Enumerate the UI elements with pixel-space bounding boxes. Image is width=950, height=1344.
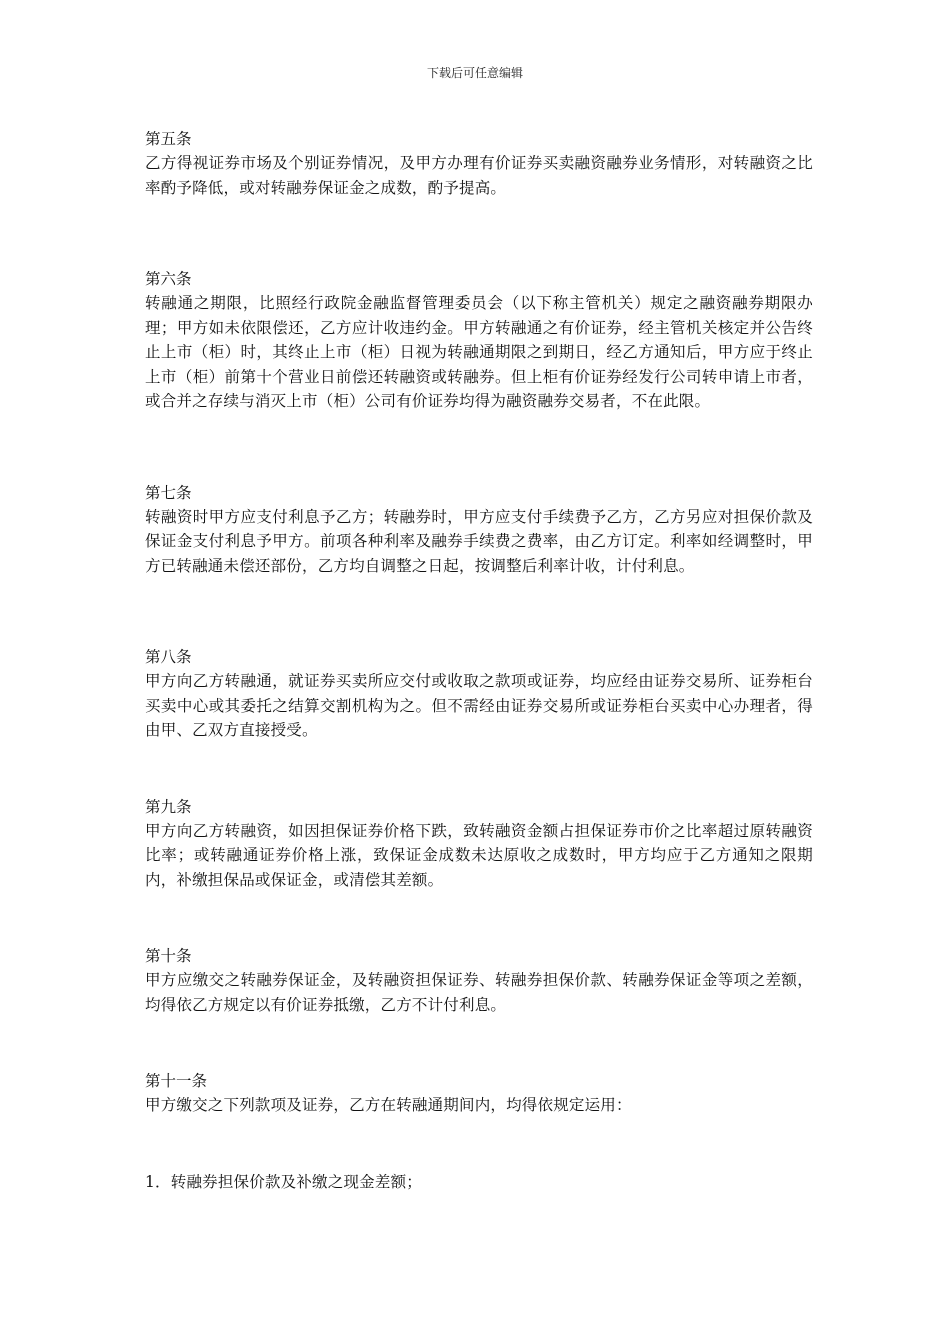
document-body [145,127,813,1194]
article-body: 甲方应缴交之转融券保证金，及转融资担保证券、转融券担保价款、转融券保证金等项之差额，均得依乙方规定以有价证券抵缴，乙方不计付利息。 [145,971,813,1014]
spacer [145,892,813,944]
article-title: 第五条 [145,130,192,148]
article-8 [145,645,813,743]
article-body: 甲方向乙方转融通，就证券买卖所应交付或收取之款项或证券，均应经由证券交易所、证券柜台买卖中心或其委托之结算交割机构为之。但不需经由证券交易所或证券柜台买卖中心办理者，得由甲、乙双方直接授受。 [145,672,813,739]
article-body: 甲方向乙方转融资，如因担保证券价格下跌，致转融资金额占担保证券市价之比率超过原转融资比率；或转融通证券价格上涨，致保证金成数未达原收之成数时，甲方均应于乙方通知之限期内，补缴担保品或保证金，或清偿其差额。 [145,821,813,889]
spacer [145,578,813,645]
article-7 [145,481,813,579]
article-11 [145,1069,813,1118]
article-title: 第八条 [145,648,192,666]
article-body: 转融资时甲方应支付利息予乙方；转融券时，甲方应支付手续费予乙方，乙方另应对担保价款及保证金支付利息予甲方。前项各种利率及融券手续费之费率，由乙方订定。利率如经调整时，甲方已转融通未偿还部份，乙方均自调整之日起，按调整后利率计收，计付利息。 [145,507,813,575]
spacer [145,743,813,795]
article-10 [145,944,813,1017]
spacer [145,414,813,481]
article-title: 第十一条 [145,1072,208,1090]
article-title: 第七条 [145,483,192,502]
spacer [145,1017,813,1069]
article-body: 甲方缴交之下列款项及证券，乙方在转融通期间内，均得依规定运用： [145,1096,632,1114]
article-5 [145,127,813,200]
article-6 [145,267,813,414]
article-body: 乙方得视证券市场及个别证券情况，及甲方办理有价证券买卖融资融券业务情形，对转融资之比率酌予降低，或对转融券保证金之成数，酌予提高。 [145,154,813,197]
article-title: 第十条 [145,947,192,965]
article-9 [145,795,813,893]
article-body: 转融通之期限，比照经行政院金融监督管理委员会（以下称主管机关）规定之融资融券期限办理；甲方如未依限偿还，乙方应计收违约金。甲方转融通之有价证券，经主管机关核定并公告终止上市（柜）时，其终止上市（柜）日视为转融通期限之到期日，经乙方通知后，甲方应于终止上市（柜）前第十个营业日前偿还转融资或转融券。但上柜有价证券经发行公司转申请上市者，或合并之存续与消灭上市（柜）公司有价证券均得为融资融券交易者，不在此限。 [145,294,813,410]
spacer [145,200,813,267]
list-item: 1．转融券担保价款及补缴之现金差额； [145,1172,422,1191]
spacer [145,1118,813,1170]
article-title: 第九条 [145,797,192,816]
article-title: 第六条 [145,270,192,288]
page-header: 下载后可任意编辑 [426,66,523,80]
